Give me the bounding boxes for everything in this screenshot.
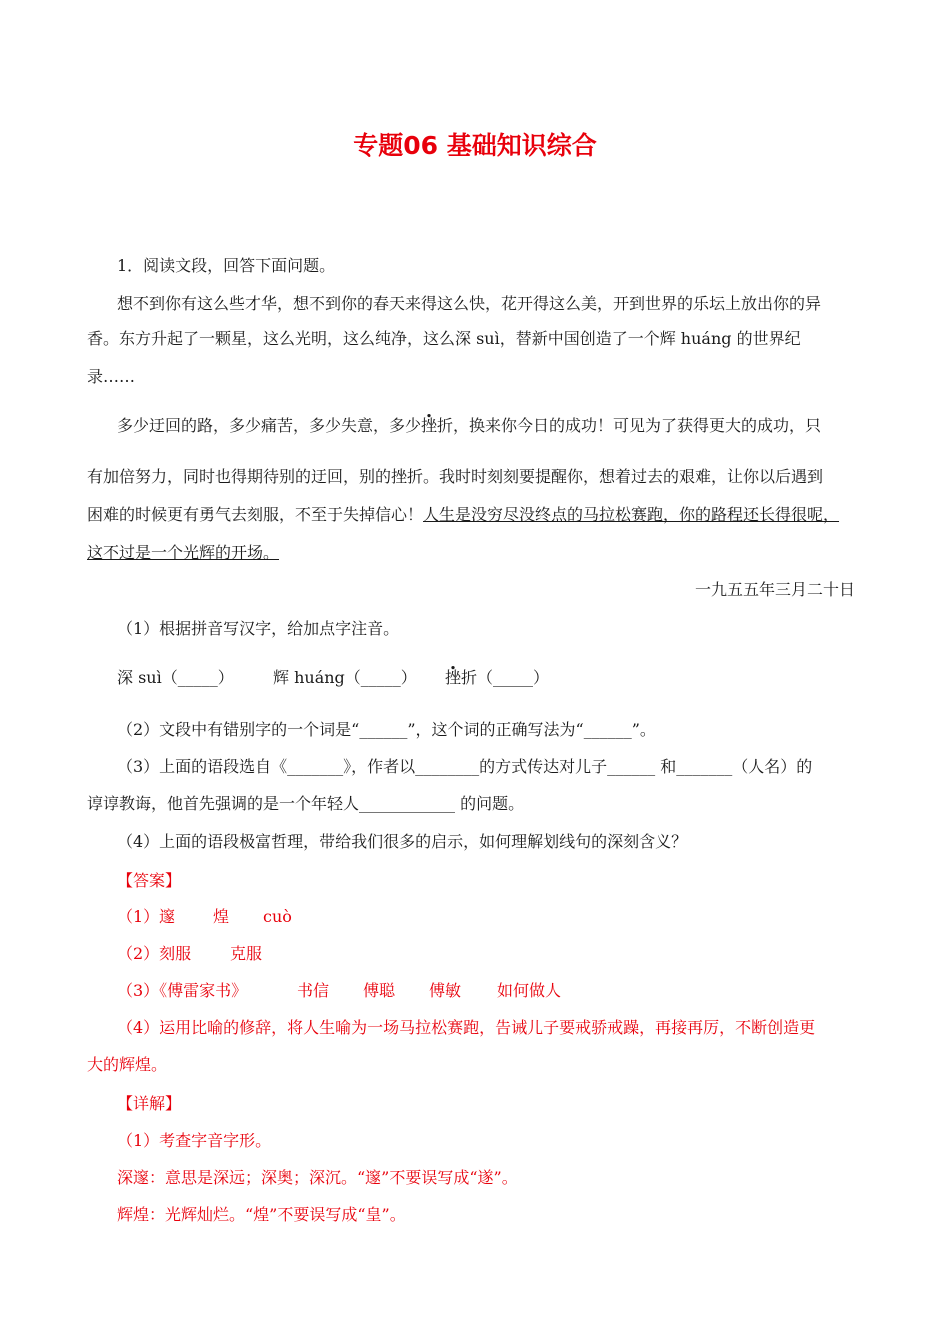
sub-question: （1）根据拼音写汉字，给加点字注音。 bbox=[117, 619, 400, 638]
sub-question: （2）文段中有错别字的一个词是“______”，这个词的正确写法为“______”。 bbox=[117, 720, 656, 739]
fill-blank bbox=[445, 668, 549, 688]
answer-line: 大的辉煌。 bbox=[87, 1055, 168, 1074]
underlined-sentence: 人生是没穷尽没终点的马拉松赛跑，你的路程还长得很呢， bbox=[423, 505, 840, 524]
answer-item: 煌 bbox=[213, 907, 230, 926]
fill-blank: 辉 huáng（_____） bbox=[273, 668, 417, 687]
answer-item: 如何做人 bbox=[497, 981, 562, 1000]
answer-label: 【答案】 bbox=[117, 871, 182, 890]
dotted-character: 挫 bbox=[421, 416, 438, 435]
sub-question: （3）上面的语段选自《_______》，作者以________的方式传达对儿子______ 和_______（人名）的 bbox=[117, 757, 813, 776]
passage-text: 困难的时候更有勇气去刻服，不至于失掉信心！ bbox=[87, 505, 424, 524]
passage-text: 多少迂回的路，多少痛苦，多少失意，多少 bbox=[117, 416, 422, 435]
passage-line: 有加倍努力，同时也得期待别的迂回，别的挫折。我时时刻刻要提醒你，想着过去的艰难，让你以后遇到 bbox=[87, 467, 824, 486]
sub-question: （4）上面的语段极富哲理，带给我们很多的启示，如何理解划线句的深刻含义？ bbox=[117, 832, 688, 851]
sub-question: 谆谆教诲，他首先强调的是一个年轻人____________ 的问题。 bbox=[87, 794, 525, 813]
question-intro: 1．阅读文段，回答下面问题。 bbox=[117, 256, 336, 275]
fill-blank: 深 suì（_____） bbox=[117, 668, 234, 687]
passage-line bbox=[117, 416, 821, 436]
passage-line: 录…… bbox=[87, 367, 136, 386]
passage-text: 折，换来你今日的成功！可见为了获得更大的成功，只 bbox=[437, 416, 822, 435]
letter-date: 一九五五年三月二十日 bbox=[695, 580, 856, 599]
passage-line bbox=[87, 505, 839, 525]
answer-item: 傅聪 bbox=[363, 981, 396, 1000]
detail-line: 辉煌：光辉灿烂。“煌”不要误写成“皇”。 bbox=[117, 1205, 406, 1224]
detail-label: 【详解】 bbox=[117, 1094, 182, 1113]
answer-line: （4）运用比喻的修辞，将人生喻为一场马拉松赛跑，告诫儿子要戒骄戒躁，再接再厉，不断创造更 bbox=[117, 1018, 816, 1037]
passage-line: 想不到你有这么些才华，想不到你的春天来得这么快，花开得这么美，开到世界的乐坛上放出你的异 bbox=[117, 294, 822, 313]
underlined-sentence: 这不过是一个光辉的开场。 bbox=[87, 543, 280, 562]
page-title: 专题06 基础知识综合 bbox=[353, 131, 597, 160]
answer-item: 傅敏 bbox=[429, 981, 462, 1000]
detail-line: （1）考查字音字形。 bbox=[117, 1131, 272, 1150]
answer-line: （2）刻服 bbox=[117, 944, 192, 963]
dotted-character: 挫 bbox=[445, 668, 462, 687]
answer-line: （1）邃 bbox=[117, 907, 176, 926]
detail-line: 深邃：意思是深远；深奥；深沉。“邃”不要误写成“遂”。 bbox=[117, 1168, 518, 1187]
answer-line: （3）《傅雷家书》 bbox=[117, 981, 248, 1000]
answer-item: 克服 bbox=[230, 944, 263, 963]
fill-blank-text: 折（_____） bbox=[461, 668, 550, 687]
answer-item: cuò bbox=[263, 907, 292, 926]
answer-item: 书信 bbox=[297, 981, 330, 1000]
passage-line: 香。东方升起了一颗星，这么光明，这么纯净，这么深 suì，替新中国创造了一个辉 huáng 的世界纪 bbox=[87, 329, 801, 348]
